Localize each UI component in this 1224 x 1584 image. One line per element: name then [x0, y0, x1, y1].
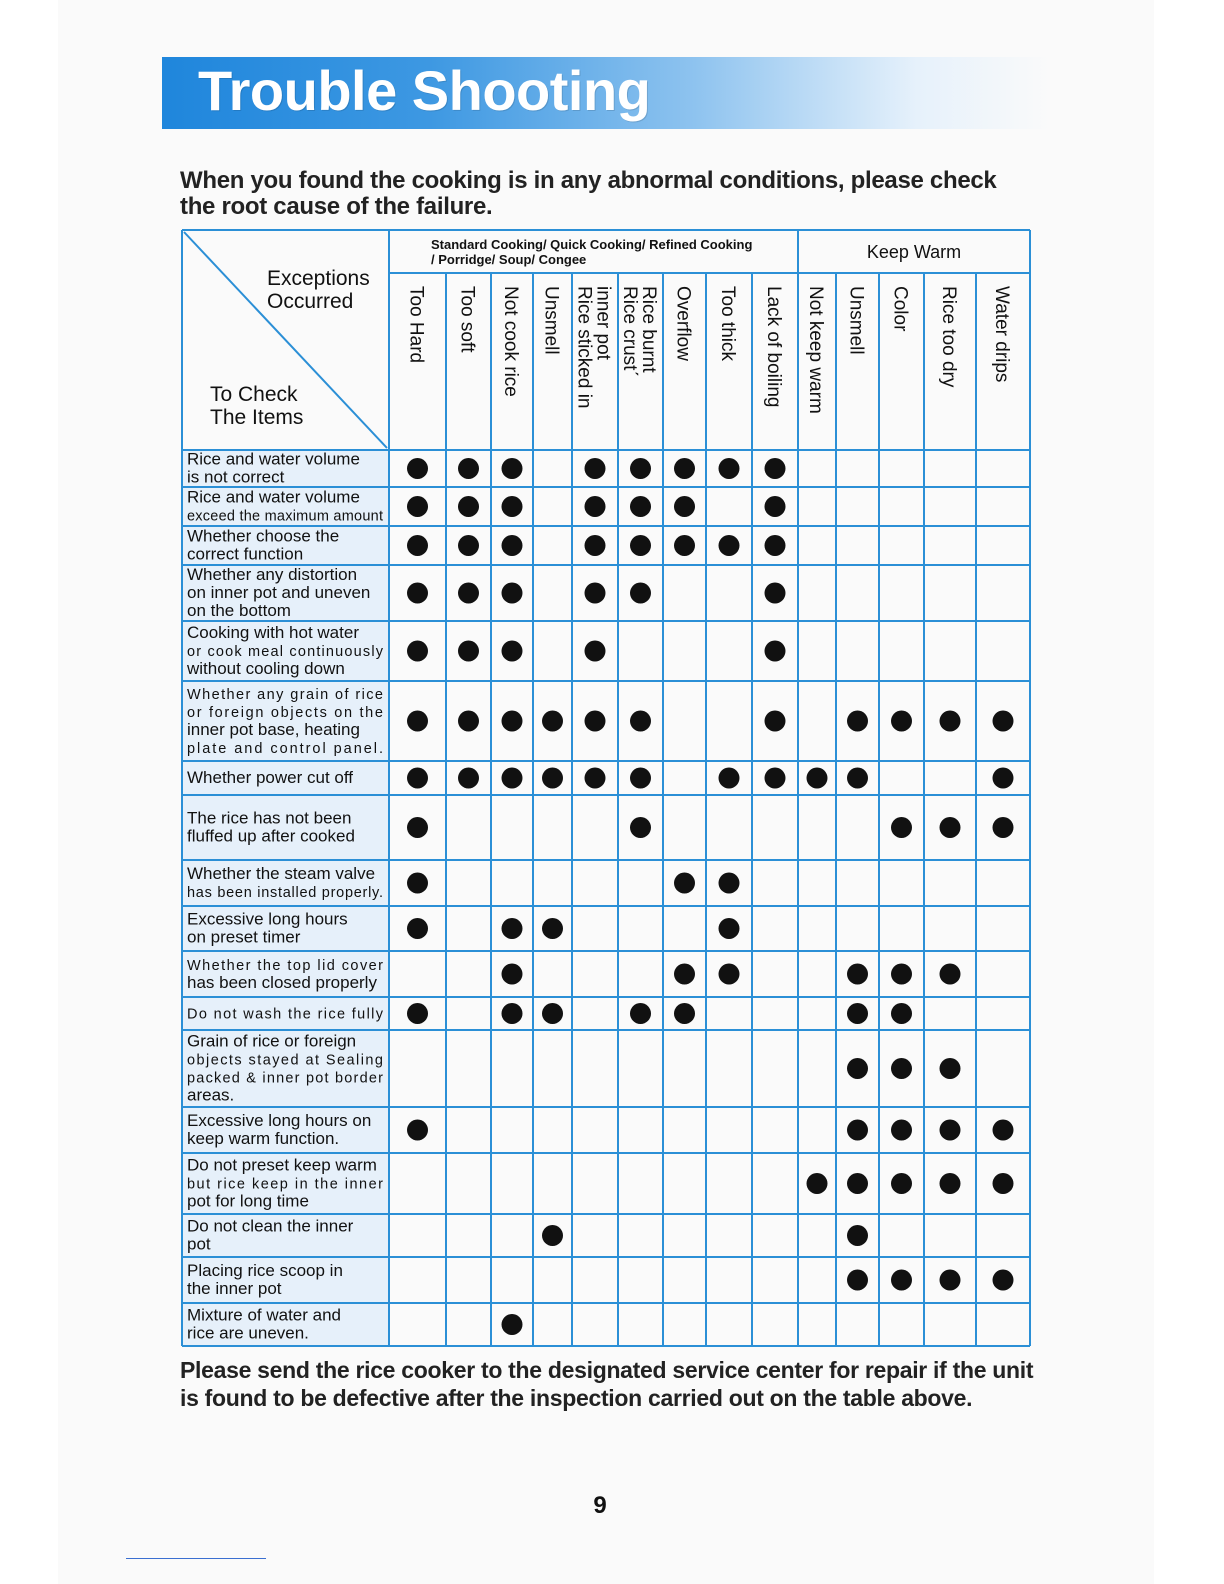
mark-dot: [993, 1120, 1014, 1141]
row-label: Cooking with hot water: [187, 623, 359, 642]
corner-exceptions-label: Occurred: [267, 290, 354, 313]
mark-dot: [891, 1173, 912, 1194]
mark-dot: [891, 964, 912, 985]
mark-dot: [458, 768, 479, 789]
row-label: Excessive long hours: [187, 909, 348, 929]
mark-dot: [502, 768, 523, 789]
bottom-rule: [126, 1558, 266, 1559]
mark-dot: [719, 964, 740, 985]
row-label: rice are uneven.: [187, 1323, 309, 1343]
mark-dot: [993, 817, 1014, 838]
row-label: Whether the top lid cover: [187, 958, 383, 974]
mark-dot: [542, 1003, 563, 1024]
mark-dot: [765, 641, 786, 662]
row-label: pot: [187, 1234, 211, 1254]
mark-dot: [847, 1225, 868, 1246]
mark-dot: [458, 458, 479, 479]
mark-dot: [458, 641, 479, 662]
mark-dot: [502, 583, 523, 604]
mark-dot: [502, 458, 523, 479]
row-label: on the bottom: [187, 601, 291, 620]
mark-dot: [765, 535, 786, 556]
mark-dot: [630, 535, 651, 556]
mark-dot: [630, 1003, 651, 1024]
row-label: plate and control panel.: [187, 741, 383, 757]
mark-dot: [847, 964, 868, 985]
mark-dot: [542, 918, 563, 939]
row-label: Placing rice scoop in: [187, 1261, 343, 1280]
mark-dot: [542, 711, 563, 732]
mark-dot: [458, 711, 479, 732]
column-header: Unsmell: [540, 286, 562, 355]
mark-dot: [891, 817, 912, 838]
row-label: Whether power cut off: [187, 768, 353, 787]
mark-dot: [674, 964, 695, 985]
mark-dot: [940, 817, 961, 838]
corner-check-items-label: The Items: [210, 406, 304, 429]
row-label: Whether choose the: [187, 526, 340, 546]
mark-dot: [407, 711, 428, 732]
mark-dot: [502, 496, 523, 517]
mark-dot: [630, 817, 651, 838]
column-header: Too thick: [717, 286, 738, 361]
column-header: Color: [889, 286, 911, 332]
mark-dot: [993, 1270, 1014, 1291]
mark-dot: [940, 1270, 961, 1291]
row-label: Rice and water volume: [187, 487, 360, 507]
mark-dot: [940, 711, 961, 732]
mark-dot: [847, 1120, 868, 1141]
row-label: areas.: [187, 1085, 235, 1105]
row-label: Rice and water volume: [187, 449, 360, 469]
mark-dot: [407, 458, 428, 479]
row-label: on inner pot and uneven: [187, 583, 371, 602]
column-header: Water drips: [991, 286, 1012, 383]
mark-dot: [407, 817, 428, 838]
mark-dot: [502, 535, 523, 556]
mark-dot: [407, 496, 428, 517]
corner-exceptions-label: Exceptions: [267, 267, 370, 290]
row-label: pot for long time: [187, 1191, 309, 1211]
mark-dot: [807, 1173, 828, 1194]
page-number: 9: [593, 1492, 607, 1519]
column-header: Rice burnt: [638, 286, 659, 373]
mark-dot: [630, 583, 651, 604]
mark-dot: [765, 496, 786, 517]
column-header: Overflow: [672, 286, 694, 361]
mark-dot: [847, 1003, 868, 1024]
row-label: packed & inner pot border: [187, 1070, 383, 1087]
row-label: on preset timer: [187, 927, 301, 947]
mark-dot: [891, 1003, 912, 1024]
row-label: Mixture of water and: [187, 1305, 342, 1325]
mark-dot: [630, 711, 651, 732]
mark-dot: [674, 458, 695, 479]
mark-dot: [585, 641, 606, 662]
row-label: The rice has not been: [187, 808, 352, 828]
mark-dot: [407, 535, 428, 556]
row-label: Whether any distortion: [187, 565, 358, 584]
corner-check-items-label: To Check: [210, 383, 298, 406]
mark-dot: [630, 768, 651, 789]
mark-dot: [891, 1120, 912, 1141]
row-label: exceed the maximum amount: [187, 508, 383, 525]
mark-dot: [674, 535, 695, 556]
mark-dot: [502, 1314, 523, 1335]
row-label: is not correct: [187, 467, 285, 487]
column-header: Too Hard: [405, 286, 427, 364]
column-header: Rice sticked in: [573, 286, 595, 409]
mark-dot: [891, 1270, 912, 1291]
mark-dot: [807, 768, 828, 789]
mark-dot: [458, 535, 479, 556]
column-header: Lack of boiling: [763, 286, 784, 408]
group-header-cooking: / Porridge/ Soup/ Congee: [431, 252, 587, 267]
mark-dot: [585, 496, 606, 517]
mark-dot: [458, 496, 479, 517]
column-header: Unsmell: [845, 286, 867, 355]
mark-dot: [993, 1173, 1014, 1194]
row-label: or foreign objects on the: [187, 705, 383, 721]
column-header: Too soft: [456, 286, 478, 353]
mark-dot: [765, 458, 786, 479]
mark-dot: [502, 641, 523, 662]
page-title: Trouble Shooting: [198, 59, 651, 122]
mark-dot: [585, 458, 606, 479]
row-label: or cook meal continuously: [187, 644, 383, 660]
row-label: Grain of rice or foreign: [187, 1031, 357, 1051]
mark-dot: [891, 1058, 912, 1079]
row-label: Do not preset keep warm: [187, 1155, 377, 1175]
mark-dot: [407, 641, 428, 662]
mark-dot: [502, 711, 523, 732]
row-label: the inner pot: [187, 1279, 282, 1298]
mark-dot: [847, 768, 868, 789]
mark-dot: [407, 583, 428, 604]
mark-dot: [940, 1173, 961, 1194]
row-label: keep warm function.: [187, 1129, 340, 1148]
mark-dot: [719, 918, 740, 939]
mark-dot: [847, 1173, 868, 1194]
mark-dot: [993, 711, 1014, 732]
row-label: has been closed properly: [187, 973, 377, 992]
mark-dot: [765, 583, 786, 604]
mark-dot: [502, 964, 523, 985]
row-label: has been installed properly.: [187, 885, 383, 901]
mark-dot: [585, 711, 606, 732]
mark-dot: [765, 768, 786, 789]
mark-dot: [674, 1003, 695, 1024]
mark-dot: [585, 768, 606, 789]
row-label: Whether any grain of rice: [187, 687, 383, 703]
mark-dot: [542, 768, 563, 789]
row-label: correct function: [187, 544, 304, 564]
outro-text: Please send the rice cooker to the designated service center for repair if the unit is found to be defective after the inspection carried out on the table above.: [180, 1357, 1034, 1411]
row-label: but rice keep in the inner: [187, 1176, 383, 1193]
mark-dot: [940, 964, 961, 985]
column-header: Not keep warm: [805, 286, 826, 414]
mark-dot: [674, 496, 695, 517]
mark-dot: [407, 873, 428, 894]
mark-dot: [630, 496, 651, 517]
mark-dot: [502, 918, 523, 939]
mark-dot: [585, 583, 606, 604]
mark-dot: [542, 1225, 563, 1246]
mark-dot: [891, 711, 912, 732]
column-header: Rice crustˊ: [619, 286, 640, 377]
row-label: objects stayed at Sealing: [187, 1052, 383, 1069]
mark-dot: [993, 768, 1014, 789]
group-header-cooking: Standard Cooking/ Quick Cooking/ Refined Cooking: [431, 237, 753, 252]
mark-dot: [719, 873, 740, 894]
row-label: Excessive long hours on: [187, 1111, 372, 1130]
intro-text: When you found the cooking is in any abnormal conditions, please check the root cause of the failure.: [180, 167, 997, 220]
mark-dot: [847, 1270, 868, 1291]
row-label: Do not clean the inner: [187, 1216, 354, 1236]
row-label: fluffed up after cooked: [187, 826, 355, 846]
mark-dot: [940, 1058, 961, 1079]
group-header-keep-warm: Keep Warm: [866, 242, 962, 262]
mark-dot: [407, 918, 428, 939]
mark-dot: [502, 1003, 523, 1024]
mark-dot: [630, 458, 651, 479]
column-header: Not cook rice: [500, 286, 521, 397]
mark-dot: [407, 1003, 428, 1024]
mark-dot: [847, 1058, 868, 1079]
mark-dot: [407, 768, 428, 789]
mark-dot: [847, 711, 868, 732]
row-label: Do not wash the rice fully: [187, 1006, 383, 1023]
mark-dot: [719, 535, 740, 556]
mark-dot: [765, 711, 786, 732]
mark-dot: [719, 768, 740, 789]
mark-dot: [719, 458, 740, 479]
row-label: Whether the steam valve: [187, 864, 376, 883]
mark-dot: [585, 535, 606, 556]
row-label: inner pot base, heating: [187, 720, 360, 739]
mark-dot: [407, 1120, 428, 1141]
column-header: Rice too dry: [938, 286, 959, 388]
row-label: without cooling down: [187, 659, 345, 678]
mark-dot: [940, 1120, 961, 1141]
mark-dot: [674, 873, 695, 894]
mark-dot: [458, 583, 479, 604]
column-header: inner pot: [592, 286, 614, 360]
